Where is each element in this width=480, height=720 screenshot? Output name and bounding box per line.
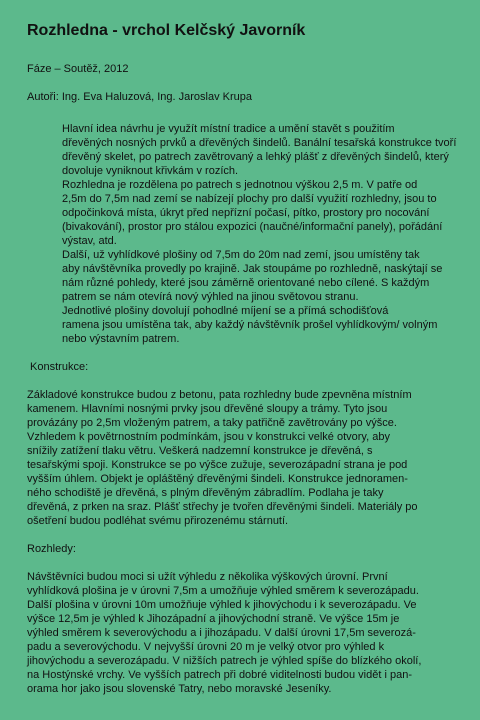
- intro-paragraph-4: Jednotlivé plošiny dovolují pohodlné míjení se a přímá schodišťová ramena jsou umístěna tak, aby každý návštěvník prošel vyhlídkovým/ volným nebo výstavním patrem.: [62, 305, 438, 345]
- project-authors: Autoři: Ing. Eva Haluzová, Ing. Jaroslav Krupa: [27, 91, 253, 103]
- construction-heading: Konstrukce:: [27, 361, 89, 373]
- project-phase: Fáze – Soutěž, 2012: [27, 63, 129, 75]
- views-paragraph: Návštěvníci budou moci si užít výhledu z několika výškových úrovní. První vyhlídková plošina je v úrovni 7,5m a umožňuje výhled směrem k severozápadu. Další plošina v úrovni 10m umožňuje výhled k jihovýchodu i k severozápadu. Ve výšce 12,5m je výhled k Jihozápadní a jihovýchodní straně. Ve výšce 15m je výhled směrem k severovýchodu a i jihozápadu. V další úrovni 17,5m severozá- padu a severovýchodu. V nejvyšší úrovni 20 m je velký otvor pro výhled k jihovýchodu a severozápadu. V nižších patrech je výhled spíše do blízkého okolí, na Hostýnské vrchy. Ve vyšších patrech při dobré viditelnosti budou vidět i pan- orama hor jako jsou slovenské Tatry, nebo moravské Jeseníky.: [27, 571, 422, 695]
- intro-paragraph-2: Rozhledna je rozdělena po patrech s jednotnou výškou 2,5 m. V patře od 2,5m do 7,5m nad zemí se nabízejí plochy pro další využití rozhledny, jsou to odpočinková místa, úkryt před nepřízní počasí, pítko, prostory pro nocování (bivakování), prostor pro stálou expozici (naučné/informační panely), pořádání výstav, atd.: [62, 179, 443, 247]
- views-heading: Rozhledy:: [27, 543, 76, 555]
- construction-paragraph: Základové konstrukce budou z betonu, pata rozhledny bude zpevněna místním kamenem. Hlavními nosnými prvky jsou dřevěné sloupy a trámy. Tyto jsou provázány po 2,5m vloženým patrem, a taky patřičně zavětrovány po výšce. Vzhledem k povětrnostním podmínkám, jsou v konstrukci velké otvory, aby snížily zatížení tlaku větru. Veškerá nadzemní konstrukce je dřevěná, s tesařskými spoji. Konstrukce se po výšce zužuje, severozápadní strana je pod vyšším úhlem. Objekt je opláštěný dřevěnými šindeli. Konstrukce jednoramen- ného schodiště je dřevěná, s plným dřevěným zábradlím. Podlaha je taky dřevěná, z prken na sraz. Plášť střechy je tvořen dřevěnými šindeli. Materiály po ošetření budou podléhat svému přirozenému stárnutí.: [27, 389, 418, 527]
- intro-paragraph-3: Další, už vyhlídkové plošiny od 7,5m do 20m nad zemí, jsou umístěny tak aby návštěvníka provedly po krajině. Jak stoupáme po rozhledně, naskýtají se nám různé pohledy, které jsou záměrně orientované nebo cílené. S každým patrem se nám otevírá nový výhled na jinou světovou stranu.: [62, 249, 443, 303]
- intro-paragraph-1: Hlavní idea návrhu je využít místní tradice a umění stavět s použitím dřevěných nosných prvků a dřevěných šindelů. Banální tesařská konstrukce tvoří dřevěný skelet, po patrech zavětrovaný a lehký plášť z dřevěných šindelů, který dovoluje vyniknout křivkám v rozích.: [62, 123, 457, 177]
- document-title: Rozhledna - vrchol Kelčský Javorník: [27, 22, 306, 39]
